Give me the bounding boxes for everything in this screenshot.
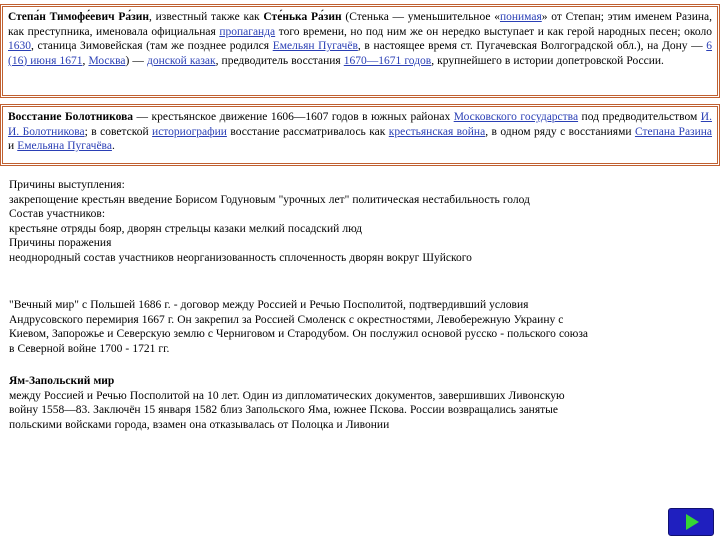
causes-text [9, 178, 711, 266]
yam-title-bold: Ям-Запольский мир [9, 375, 115, 387]
bolotnikov-text-3: ; в советской [84, 125, 153, 138]
razin-text-3: » от Степан; этим именем Разина, как преступника, именовала официальная [8, 11, 712, 38]
link-propaganda[interactable]: пропаганда [219, 25, 276, 38]
link-emelyan-pugachev-2[interactable]: Емельяна Пугачёва [17, 140, 112, 153]
link-moscow-state[interactable]: Московского государства [453, 111, 579, 123]
link-stepan-razin[interactable]: Степана Разина [634, 125, 713, 138]
yam-line-2: польскими войсками города, взамен она отказывалась от Полоцка и Ливонии [9, 418, 390, 431]
razin-text-2: (Стенька — уменьшительное « [341, 11, 500, 23]
yam-title [9, 374, 711, 389]
link-historiography[interactable]: историографии [152, 125, 227, 138]
yam-zapolsky-text [9, 374, 711, 432]
razin-text-8: ) — [125, 54, 147, 67]
peace-line-0: "Вечный мир" с Польшей 1686 г. - договор между Россией и Речью Посполитой, подтвердивший условия [9, 299, 529, 311]
eternal-peace-text [9, 298, 711, 356]
eternal-peace-block [4, 296, 716, 366]
razin-text-1: , известный также как [149, 11, 264, 23]
razin-text-9: , предводитель восстания [215, 54, 344, 67]
razin-text-4: того времени, но под ним же он нередко выступает и как герой народных песен; около [275, 25, 712, 38]
link-1630[interactable]: 1630 [8, 40, 31, 53]
causes-line-5: неоднородный состав участников неорганизованность сплоченность дворян вокруг Шуйского [9, 251, 472, 264]
yam-line-0: между Россией и Речью Посполитой на 10 лет. Один из дипломатических документов, завершивших Ливонскую [9, 389, 565, 402]
bolotnikov-inner-frame [2, 106, 718, 164]
razin-text-10: , крупнейшего в истории допетровской России. [431, 54, 664, 67]
bolotnikov-text-4: восстание рассматривалось как [226, 125, 389, 138]
causes-line-0: Причины выступления: [9, 179, 125, 191]
peace-line-1: Андрусовского перемирия 1667 г. Он закрепил за Россией Смоленск с окрестностями, Левобережную Украину с [9, 313, 564, 326]
link-ponimaya[interactable]: понимая [499, 11, 542, 23]
razin-text-7: , [82, 54, 89, 67]
peace-line-3: в Северной войне 1700 - 1721 гг. [9, 342, 170, 355]
yam-line-1: войну 1558—83. Заключён 15 января 1582 близ Запольского Яма, южнее Пскова. России возвращались занятые [9, 404, 558, 417]
bolotnikov-text-1: — крестьянское движение 1606—1607 годов в южных районах [133, 111, 454, 123]
causes-line-4: Причины поражения [9, 237, 112, 250]
bolotnikov-text-2: под предводительством [578, 111, 701, 123]
causes-line-1: закрепощение крестьян введение Борисом Годуновым "урочных лет" политическая нестабильность голод [9, 193, 530, 206]
link-donskoy-kazak[interactable]: донской казак [147, 54, 216, 67]
causes-line-3: крестьяне отряды бояр, дворян стрельцы казаки мелкий посадский люд [9, 222, 362, 235]
bolotnikov-text-6: и [8, 140, 18, 153]
link-bolotnikov-person[interactable]: И. И. Болотникова [8, 111, 712, 138]
yam-zapolsky-block [4, 372, 716, 444]
play-triangle-icon [686, 514, 699, 530]
bolotnikov-text-7: . [111, 140, 115, 153]
razin-text-6: , в настоящее время ст. Пугачевская Волгоградской обл.), на Дону — [357, 40, 707, 53]
link-uprising-years[interactable]: 1670—1671 годов [343, 54, 432, 67]
bolotnikov-paragraph [8, 110, 712, 154]
bolotnikov-text-5: , в одном ряду с восстаниями [485, 125, 635, 138]
link-emelyan-pugachev[interactable]: Емельян Пугачёв [272, 40, 358, 53]
bolotnikov-block [0, 104, 720, 166]
razin-block [0, 4, 720, 98]
causes-line-2: Состав участников: [9, 208, 106, 221]
peace-line-2: Киевом, Запорожье и Северскую землю с Черниговом и Стародубом. Он послужил основой русско - польского союза [9, 328, 589, 341]
razin-text-5: , станица Зимовейская (там же позднее родился [31, 40, 273, 53]
next-slide-button[interactable] [668, 508, 714, 536]
razin-paragraph [8, 10, 712, 68]
causes-block [4, 176, 716, 274]
razin-name-bold: Степа́н Тимофе́евич Ра́зин [8, 11, 150, 23]
razin-inner-frame [2, 6, 718, 96]
link-date-1671[interactable]: 6 (16) июня 1671 [8, 40, 712, 67]
link-moscow[interactable]: Москва [88, 54, 126, 67]
razin-nick-bold: Сте́нька Ра́зин [263, 11, 342, 23]
bolotnikov-title-bold: Восстание Болотникова [8, 111, 134, 123]
link-peasant-war[interactable]: крестьянская война [388, 125, 486, 138]
